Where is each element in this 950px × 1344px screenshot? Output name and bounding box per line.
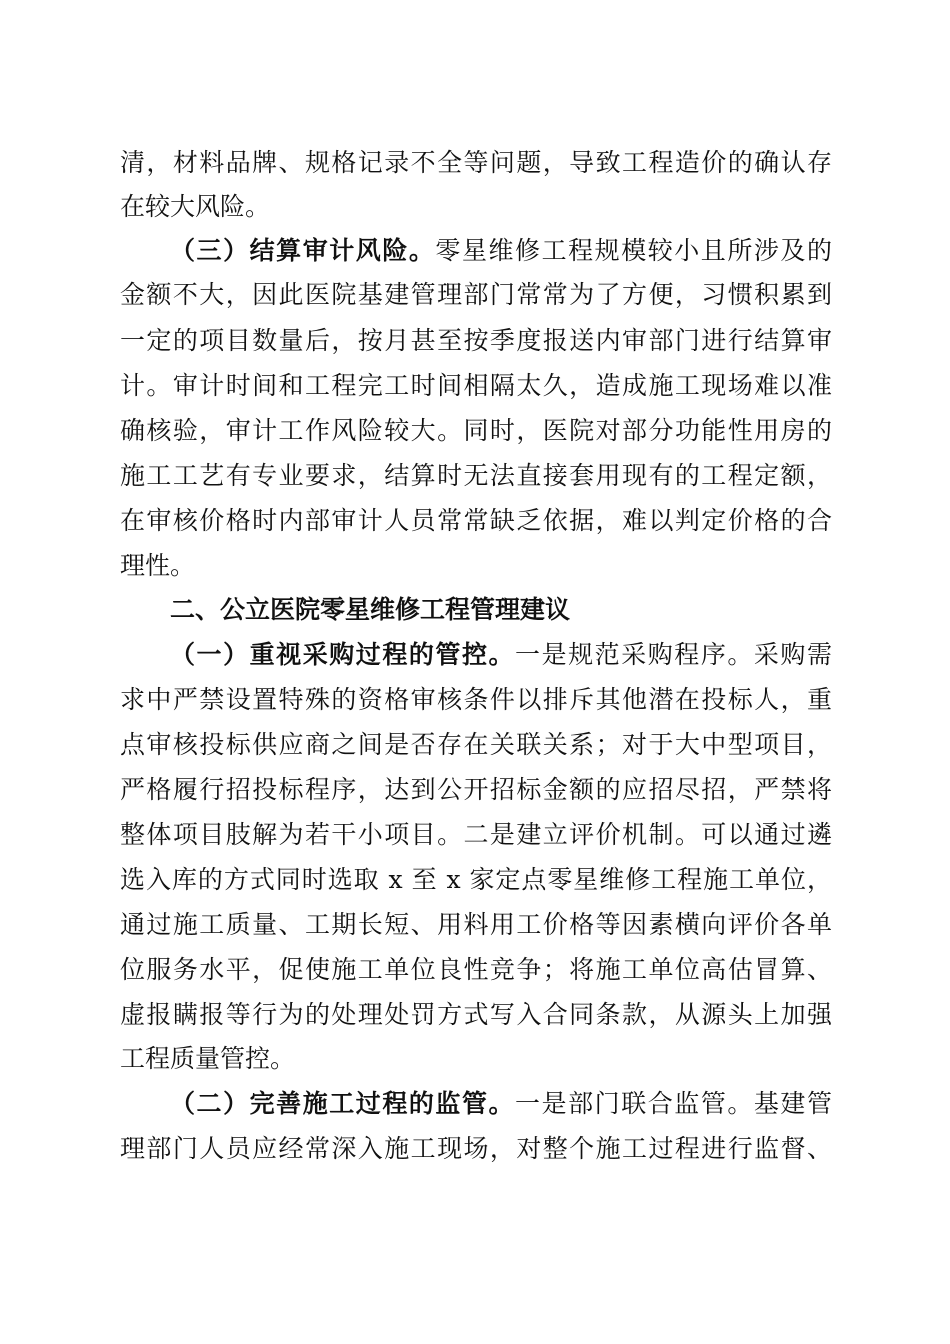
text-line: 在审核价格时内部审计人员常常缺乏依据，难以判定价格的合 — [120, 506, 832, 535]
text-line: 工程质量管控。 — [120, 1044, 296, 1073]
section-lead: （二）完善施工过程的监管。 — [170, 1089, 516, 1118]
text-line: 理部门人员应经常深入施工现场，对整个施工过程进行监督、 — [120, 1134, 832, 1163]
section-heading: 二、公立医院零星维修工程管理建议 — [170, 595, 571, 624]
text-line: 通过施工质量、工期长短、用料用工价格等因素横向评价各单 — [120, 910, 832, 939]
text-run: 一是规范采购程序。采购需 — [515, 640, 832, 669]
text-line: 金额不大，因此医院基建管理部门常常为了方便，习惯积累到 — [120, 280, 832, 309]
text-line: 理性。 — [120, 551, 196, 580]
paragraph-lead-line — [170, 1082, 832, 1126]
text-line: 清，材料品牌、规格记录不全等问题，导致工程造价的确认存 — [120, 148, 832, 177]
text-line: 点审核投标供应商之间是否存在关联关系；对于大中型项目， — [120, 730, 832, 759]
text-line: 计。审计时间和工程完工时间相隔太久，造成施工现场难以准 — [120, 371, 832, 400]
text-line: 严格履行招投标程序，达到公开招标金额的应招尽招，严禁将 — [120, 775, 832, 804]
text-line: 整体项目肢解为若干小项目。二是建立评价机制。可以通过遴 — [120, 820, 832, 849]
text-run: 零星维修工程规模较小且所涉及的 — [435, 236, 832, 265]
section-lead: （一）重视采购过程的管控。 — [170, 640, 516, 669]
text-line: 施工工艺有专业要求，结算时无法直接套用现有的工程定额， — [120, 461, 832, 490]
text-line: 虚报瞒报等行为的处理处罚方式写入合同条款，从源头上加强 — [120, 1000, 832, 1029]
text-line: 确核验，审计工作风险较大。同时，医院对部分功能性用房的 — [120, 416, 832, 445]
text-line: 一定的项目数量后，按月甚至按季度报送内审部门进行结算审 — [120, 326, 832, 355]
text-line: 求中严禁设置特殊的资格审核条件以排斥其他潜在投标人，重 — [120, 685, 832, 714]
text-line: 在较大风险。 — [120, 192, 271, 221]
text-run: 一是部门联合监管。基建管 — [515, 1089, 832, 1118]
text-line: 选入库的方式同时选取 x 至 x 家定点零星维修工程施工单位， — [120, 865, 832, 894]
paragraph-lead-line — [170, 229, 832, 273]
text-line: 位服务水平，促使施工单位良性竞争；将施工单位高估冒算、 — [120, 955, 832, 984]
section-lead: （三）结算审计风险。 — [170, 236, 436, 265]
paragraph-lead-line — [170, 633, 832, 677]
